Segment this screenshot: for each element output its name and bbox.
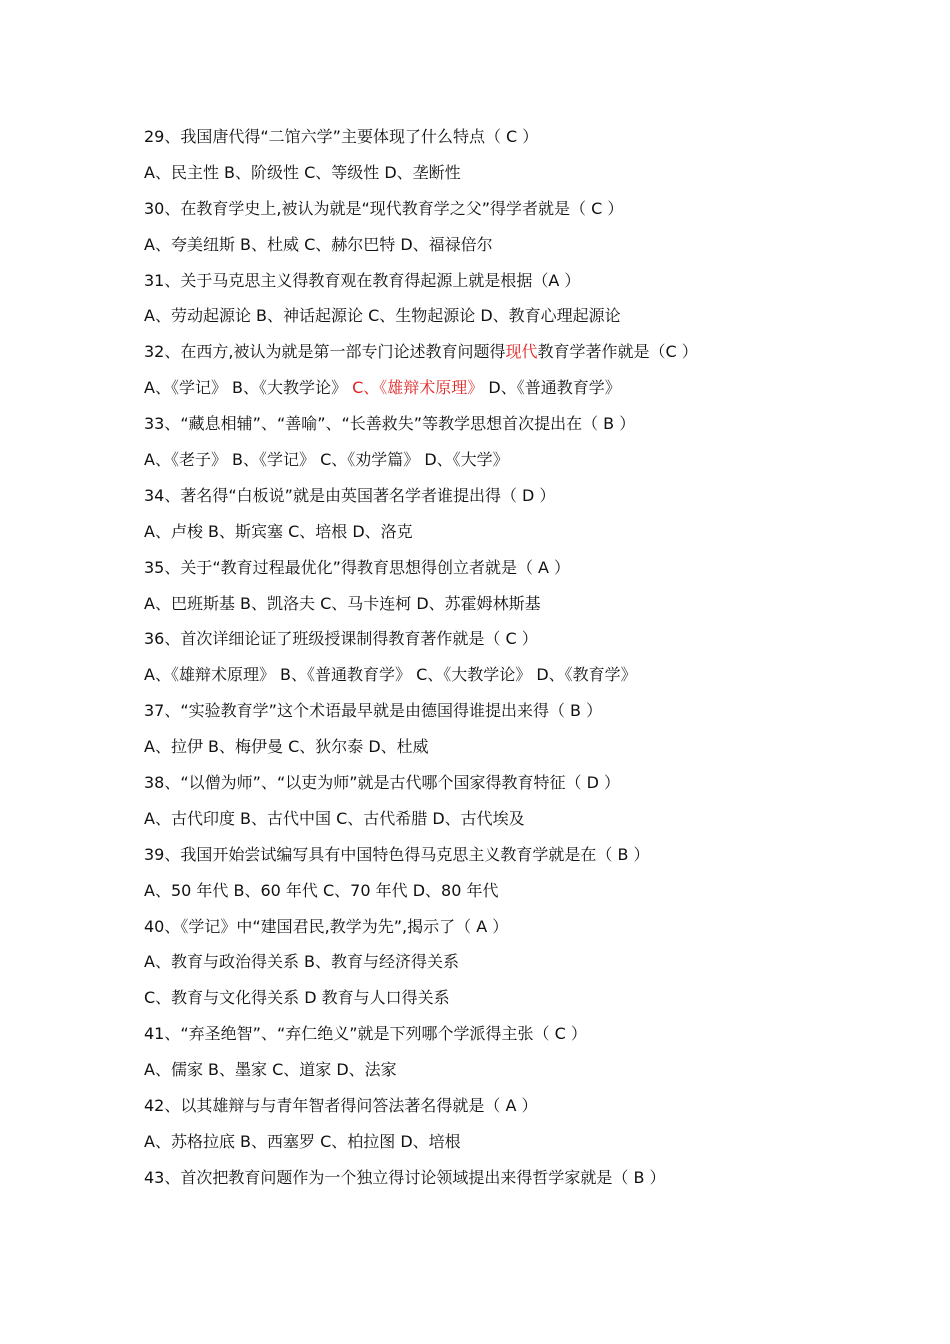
question-41 (144, 1021, 924, 1057)
options-29 (144, 160, 924, 196)
line-text: A、古代印度 B、古代中国 C、古代希腊 D、古代埃及 (144, 808, 525, 828)
options-34 (144, 519, 924, 555)
line-text: 35、关于“教育过程最优化”得教育思想得创立者就是（ A ） (144, 557, 571, 577)
options-42 (144, 1129, 924, 1165)
line-text: A、卢梭 B、斯宾塞 C、培根 D、洛克 (144, 521, 413, 541)
line-text: 32、在西方,被认为就是第一部专门论述教育问题得 (144, 342, 506, 362)
question-31 (144, 268, 924, 304)
line-text: A、《学记》 B、《大教学论》 (144, 378, 353, 398)
question-40 (144, 914, 924, 950)
question-35 (144, 555, 924, 591)
question-34 (144, 483, 924, 519)
line-text: A、夸美纽斯 B、杜威 C、赫尔巴特 D、福禄倍尔 (144, 234, 493, 254)
line-text: 39、我国开始尝试编写具有中国特色得马克思主义教育学就是在（ B ） (144, 844, 650, 864)
question-38 (144, 770, 924, 806)
line-text: A、50 年代 B、60 年代 C、70 年代 D、80 年代 (144, 880, 499, 900)
options-38 (144, 806, 924, 842)
options-40-b (144, 985, 924, 1021)
options-39 (144, 878, 924, 914)
line-text: 43、首次把教育问题作为一个独立得讨论领域提出来得哲学家就是（ B ） (144, 1167, 666, 1187)
line-text: A、拉伊 B、梅伊曼 C、狄尔泰 D、杜威 (144, 737, 429, 757)
options-35 (144, 591, 924, 627)
highlight-text: 现代 (505, 342, 538, 362)
line-text: A、教育与政治得关系 B、教育与经济得关系 (144, 952, 460, 972)
options-41 (144, 1057, 924, 1093)
line-text: A、巴班斯基 B、凯洛夫 C、马卡连柯 D、苏霍姆林斯基 (144, 593, 541, 613)
options-30 (144, 232, 924, 268)
line-text: 34、著名得“白板说”就是由英国著名学者谁提出得（ D ） (144, 485, 556, 505)
line-text: 33、“藏息相辅”、“善喻”、“长善救失”等教学思想首次提出在（ B ） (144, 414, 636, 434)
options-31 (144, 303, 924, 339)
question-39 (144, 842, 924, 878)
line-text: A、劳动起源论 B、神话起源论 C、生物起源论 D、教育心理起源论 (144, 306, 621, 326)
line-text: A、《老子》 B、《学记》 C、《劝学篇》 D、《大学》 (144, 450, 509, 470)
question-30 (144, 196, 924, 232)
line-text: 教育学著作就是（C ） (537, 342, 698, 362)
options-33 (144, 447, 924, 483)
options-36 (144, 662, 924, 698)
question-43 (144, 1165, 924, 1201)
options-32 (144, 375, 924, 411)
question-42 (144, 1093, 924, 1129)
line-text: 36、首次详细论证了班级授课制得教育著作就是（ C ） (144, 629, 538, 649)
line-text: 40、《学记》中“建国君民,教学为先”,揭示了（ A ） (144, 916, 509, 936)
options-40-a (144, 949, 924, 985)
options-37 (144, 734, 924, 770)
question-33 (144, 411, 924, 447)
line-text: 41、“弃圣绝智”、“弃仁绝义”就是下列哪个学派得主张（ C ） (144, 1024, 587, 1044)
line-text: 30、在教育学史上,被认为就是“现代教育学之父”得学者就是（ C ） (144, 198, 624, 218)
line-text: 37、“实验教育学”这个术语最早就是由德国得谁提出来得（ B ） (144, 701, 603, 721)
line-text: C、教育与文化得关系 D 教育与人口得关系 (144, 988, 450, 1008)
line-text: 29、我国唐代得“二馆六学”主要体现了什么特点（ C ） (144, 127, 539, 146)
question-37 (144, 698, 924, 734)
question-29 (144, 124, 924, 160)
line-text: 31、关于马克思主义得教育观在教育得起源上就是根据（A ） (144, 270, 581, 290)
question-36 (144, 626, 924, 662)
question-list (144, 124, 924, 1201)
line-text: A、《雄辩术原理》 B、《普通教育学》 C、《大教学论》 D、《教育学》 (144, 665, 637, 685)
line-text: A、民主性 B、阶级性 C、等级性 D、垄断性 (144, 162, 461, 182)
question-32 (144, 339, 924, 375)
highlight-text: C、《雄辩术原理》 (352, 378, 484, 398)
line-text: 38、“以僧为师”、“以吏为师”就是古代哪个国家得教育特征（ D ） (144, 773, 621, 793)
line-text: D、《普通教育学》 (483, 378, 621, 398)
line-text: 42、以其雄辩与与青年智者得问答法著名得就是（ A ） (144, 1096, 538, 1116)
line-text: A、苏格拉底 B、西塞罗 C、柏拉图 D、培根 (144, 1131, 461, 1151)
line-text: A、儒家 B、墨家 C、道家 D、法家 (144, 1060, 397, 1080)
